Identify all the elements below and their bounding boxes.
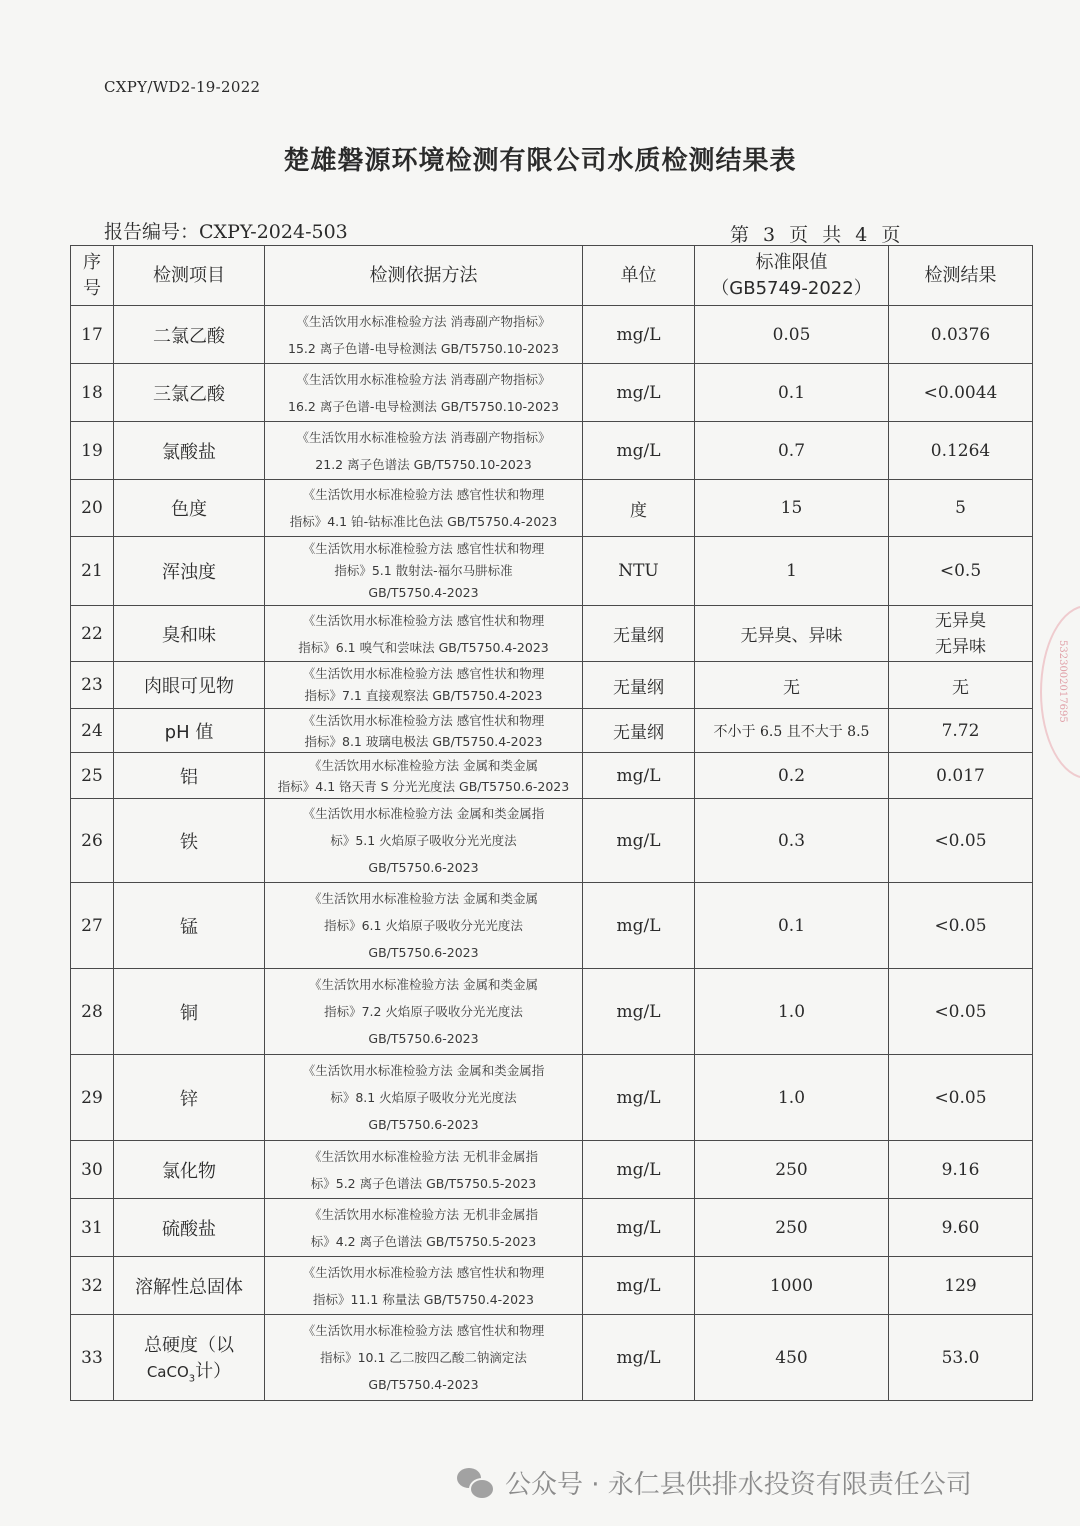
row-limit: 不小于 6.5 且不大于 8.5 — [695, 709, 889, 753]
row-unit: mg/L — [583, 883, 695, 969]
row-no: 29 — [71, 1055, 114, 1141]
row-method: 《生活饮用水标准检验方法 金属和类金属 指标》4.1 铬天青 S 分光光度法 GB/T5750.6-2023 — [265, 753, 583, 799]
row-result: <0.05 — [889, 883, 1033, 969]
row-method: 《生活饮用水标准检验方法 感官性状和物理 指标》8.1 玻璃电极法 GB/T5750.4-2023 — [265, 709, 583, 753]
row-method: 《生活饮用水标准检验方法 无机非金属指 标》4.2 离子色谱法 GB/T5750.5-2023 — [265, 1199, 583, 1257]
row-method: 《生活饮用水标准检验方法 感官性状和物理 指标》7.1 直接观察法 GB/T5750.4-2023 — [265, 662, 583, 709]
results-table — [70, 245, 1033, 1401]
row-unit: mg/L — [583, 753, 695, 799]
report-number: 报告编号：CXPY-2024-503 — [104, 221, 348, 243]
row-method: 《生活饮用水标准检验方法 消毒副产物指标》 16.2 离子色谱-电导检测法 GB/T5750.10-2023 — [265, 364, 583, 422]
row-limit: 0.05 — [695, 306, 889, 364]
row-method: 《生活饮用水标准检验方法 金属和类金属指 标》5.1 火焰原子吸收分光光度法 GB/T5750.6-2023 — [265, 799, 583, 883]
row-no: 23 — [71, 662, 114, 709]
row-method: 《生活饮用水标准检验方法 感官性状和物理 指标》6.1 嗅气和尝味法 GB/T5750.4-2023 — [265, 606, 583, 662]
row-unit: 度 — [583, 480, 695, 537]
row-result: <0.05 — [889, 799, 1033, 883]
table-row — [71, 883, 1033, 969]
row-item: pH 值 — [114, 709, 265, 753]
row-result: 5 — [889, 480, 1033, 537]
row-limit: 0.1 — [695, 364, 889, 422]
row-limit: 无异臭、异味 — [695, 606, 889, 662]
row-unit: NTU — [583, 537, 695, 606]
row-unit: 无量纲 — [583, 709, 695, 753]
watermark — [455, 1462, 972, 1502]
table-row — [71, 662, 1033, 709]
watermark-text: 公众号 · 永仁县供排水投资有限责任公司 — [505, 1469, 972, 1500]
row-item: 氯化物 — [114, 1141, 265, 1199]
row-result: <0.5 — [889, 537, 1033, 606]
item-name-line2-prefix: CaCO — [146, 1362, 189, 1381]
row-no: 18 — [71, 364, 114, 422]
table-row — [71, 364, 1033, 422]
row-no: 21 — [71, 537, 114, 606]
row-result: <0.05 — [889, 1055, 1033, 1141]
item-name-line1: 总硬度（以 — [144, 1334, 234, 1356]
row-limit: 0.7 — [695, 422, 889, 480]
row-limit: 无 — [695, 662, 889, 709]
table-row — [71, 606, 1033, 662]
row-result: 129 — [889, 1257, 1033, 1315]
row-method: 《生活饮用水标准检验方法 金属和类金属 指标》6.1 火焰原子吸收分光光度法 GB/T5750.6-2023 — [265, 883, 583, 969]
row-result: 0.0376 — [889, 306, 1033, 364]
table-row — [71, 1055, 1033, 1141]
page-indicator: 第 3 页 共 4 页 — [730, 224, 903, 246]
table-row — [71, 1257, 1033, 1315]
row-no: 19 — [71, 422, 114, 480]
item-name-line2-subscript: 3 — [188, 1373, 196, 1385]
header-item: 检测项目 — [114, 246, 265, 306]
table-row — [71, 799, 1033, 883]
row-item: 铜 — [114, 969, 265, 1055]
header-unit: 单位 — [583, 246, 695, 306]
row-limit: 1 — [695, 537, 889, 606]
row-unit: mg/L — [583, 799, 695, 883]
row-limit: 1.0 — [695, 1055, 889, 1141]
item-name-line2-suffix: 计） — [195, 1360, 232, 1382]
row-result: 0.1264 — [889, 422, 1033, 480]
row-method: 《生活饮用水标准检验方法 金属和类金属指 标》8.1 火焰原子吸收分光光度法 GB/T5750.6-2023 — [265, 1055, 583, 1141]
row-result: 7.72 — [889, 709, 1033, 753]
row-no: 22 — [71, 606, 114, 662]
row-unit: mg/L — [583, 969, 695, 1055]
row-item: 三氯乙酸 — [114, 364, 265, 422]
row-method: 《生活饮用水标准检验方法 消毒副产物指标》 15.2 离子色谱-电导检测法 GB/T5750.10-2023 — [265, 306, 583, 364]
row-method: 《生活饮用水标准检验方法 消毒副产物指标》 21.2 离子色谱法 GB/T5750.10-2023 — [265, 422, 583, 480]
table-row — [71, 537, 1033, 606]
page-title: 楚雄磐源环境检测有限公司水质检测结果表 — [283, 146, 797, 176]
row-unit: mg/L — [583, 306, 695, 364]
header-method: 检测依据方法 — [265, 246, 583, 306]
row-no: 32 — [71, 1257, 114, 1315]
row-unit: 无量纲 — [583, 606, 695, 662]
row-method: 《生活饮用水标准检验方法 金属和类金属 指标》7.2 火焰原子吸收分光光度法 GB/T5750.6-2023 — [265, 969, 583, 1055]
row-limit: 450 — [695, 1315, 889, 1401]
row-result: 无异臭 无异味 — [889, 606, 1033, 662]
wechat-icon — [455, 1462, 495, 1502]
row-limit: 0.1 — [695, 883, 889, 969]
row-item: 锌 — [114, 1055, 265, 1141]
table-row — [71, 1141, 1033, 1199]
table-row — [71, 480, 1033, 537]
row-limit: 15 — [695, 480, 889, 537]
row-unit: mg/L — [583, 1257, 695, 1315]
table-row — [71, 422, 1033, 480]
row-item: 浑浊度 — [114, 537, 265, 606]
row-no: 31 — [71, 1199, 114, 1257]
row-result: 9.16 — [889, 1141, 1033, 1199]
row-unit: mg/L — [583, 1055, 695, 1141]
table-header-row — [71, 246, 1033, 306]
row-item: 臭和味 — [114, 606, 265, 662]
seal-number: 5323002017695 — [1057, 640, 1068, 723]
row-result: 53.0 — [889, 1315, 1033, 1401]
row-result: <0.05 — [889, 969, 1033, 1055]
header-result: 检测结果 — [889, 246, 1033, 306]
table-row — [71, 1315, 1033, 1401]
row-result: 无 — [889, 662, 1033, 709]
row-item — [114, 1315, 265, 1401]
table-row — [71, 306, 1033, 364]
row-item: 硫酸盐 — [114, 1199, 265, 1257]
row-item: 铝 — [114, 753, 265, 799]
row-limit: 250 — [695, 1199, 889, 1257]
row-method: 《生活饮用水标准检验方法 感官性状和物理 指标》11.1 称量法 GB/T5750.4-2023 — [265, 1257, 583, 1315]
row-method: 《生活饮用水标准检验方法 感官性状和物理 指标》10.1 乙二胺四乙酸二钠滴定法 GB/T5750.4-2023 — [265, 1315, 583, 1401]
row-item: 二氯乙酸 — [114, 306, 265, 364]
row-item: 氯酸盐 — [114, 422, 265, 480]
row-no: 25 — [71, 753, 114, 799]
table-row — [71, 709, 1033, 753]
row-limit: 1.0 — [695, 969, 889, 1055]
header-limit: 标准限值 （GB5749-2022） — [695, 246, 889, 306]
row-no: 26 — [71, 799, 114, 883]
row-unit: mg/L — [583, 1199, 695, 1257]
row-unit: mg/L — [583, 1141, 695, 1199]
table-row — [71, 753, 1033, 799]
row-item: 溶解性总固体 — [114, 1257, 265, 1315]
row-limit: 0.2 — [695, 753, 889, 799]
row-item: 铁 — [114, 799, 265, 883]
row-no: 33 — [71, 1315, 114, 1401]
row-unit: mg/L — [583, 422, 695, 480]
row-item: 锰 — [114, 883, 265, 969]
row-limit: 0.3 — [695, 799, 889, 883]
table-row — [71, 1199, 1033, 1257]
row-result: <0.0044 — [889, 364, 1033, 422]
row-no: 28 — [71, 969, 114, 1055]
header-no: 序 号 — [71, 246, 114, 306]
row-method: 《生活饮用水标准检验方法 感官性状和物理 指标》5.1 散射法-福尔马肼标准 GB/T5750.4-2023 — [265, 537, 583, 606]
row-unit: 无量纲 — [583, 662, 695, 709]
row-limit: 1000 — [695, 1257, 889, 1315]
row-unit: mg/L — [583, 1315, 695, 1401]
document-code: CXPY/WD2-19-2022 — [104, 78, 261, 96]
row-no: 24 — [71, 709, 114, 753]
row-limit: 250 — [695, 1141, 889, 1199]
row-no: 30 — [71, 1141, 114, 1199]
row-no: 17 — [71, 306, 114, 364]
row-method: 《生活饮用水标准检验方法 感官性状和物理 指标》4.1 铂-钴标准比色法 GB/T5750.4-2023 — [265, 480, 583, 537]
row-no: 27 — [71, 883, 114, 969]
table-row — [71, 969, 1033, 1055]
row-result: 9.60 — [889, 1199, 1033, 1257]
row-result: 0.017 — [889, 753, 1033, 799]
row-unit: mg/L — [583, 364, 695, 422]
row-item: 色度 — [114, 480, 265, 537]
row-no: 20 — [71, 480, 114, 537]
row-item: 肉眼可见物 — [114, 662, 265, 709]
row-method: 《生活饮用水标准检验方法 无机非金属指 标》5.2 离子色谱法 GB/T5750.5-2023 — [265, 1141, 583, 1199]
